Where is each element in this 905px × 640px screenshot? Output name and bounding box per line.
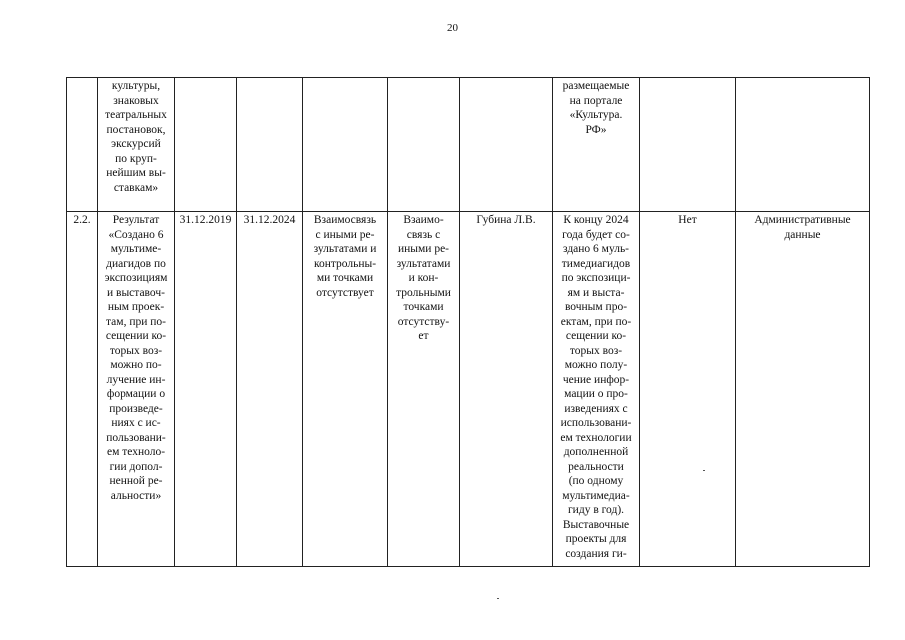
scan-speck xyxy=(497,598,499,599)
cell-responsible xyxy=(460,78,553,212)
cell-start-date xyxy=(175,78,237,212)
page-number: 20 xyxy=(447,22,458,34)
cell-description: К концу 2024 года будет со- здано 6 муль- тимедиагидов по экспозици- ям и выста- вочным про- ектам, при по- сещении ко- торых воз- можно полу- чение инфор- мации о про- изведениях с использовани- ем технологии дополненной реальности (по одному мультимедиа- гиду в год). Выставочные проекты для создания ги- xyxy=(553,212,640,567)
cell-description: размещаемые на портале «Культура. РФ» xyxy=(553,78,640,212)
cell-number xyxy=(67,78,98,212)
cell-start-date: 31.12.2019 xyxy=(175,212,237,567)
cell-relationship: Взаимосвязь с иными ре- зультатами и контрольны- ми точками отсутствует xyxy=(303,212,388,567)
table-row xyxy=(67,78,870,212)
scan-speck xyxy=(703,470,705,471)
cell-source: Административные данные xyxy=(736,212,870,567)
cell-end-date: 31.12.2024 xyxy=(237,212,303,567)
cell-relationship-2 xyxy=(388,78,460,212)
cell-responsible: Губина Л.В. xyxy=(460,212,553,567)
table-row xyxy=(67,212,870,567)
cell-relationship-2: Взаимо- связь с иными ре- зультатами и кон- трольными точками отсутству- ет xyxy=(388,212,460,567)
cell-flag: Нет xyxy=(640,212,736,567)
cell-result-name: Результат «Создано 6 мультиме- диагидов по экспозициям и выставоч- ным проек- там, при по- сещении ко- торых воз- можно по- лучение ин- формации о произведе- ниях с ис- пользовани- ем техноло- гии допол- ненной ре- альности» xyxy=(98,212,175,567)
cell-relationship xyxy=(303,78,388,212)
cell-result-name: культуры, знаковых театральных постановок, экскурсий по круп- нейшим вы- ставкам» xyxy=(98,78,175,212)
cell-number: 2.2. xyxy=(67,212,98,567)
cell-source xyxy=(736,78,870,212)
cell-end-date xyxy=(237,78,303,212)
results-table xyxy=(66,77,870,567)
cell-flag xyxy=(640,78,736,212)
